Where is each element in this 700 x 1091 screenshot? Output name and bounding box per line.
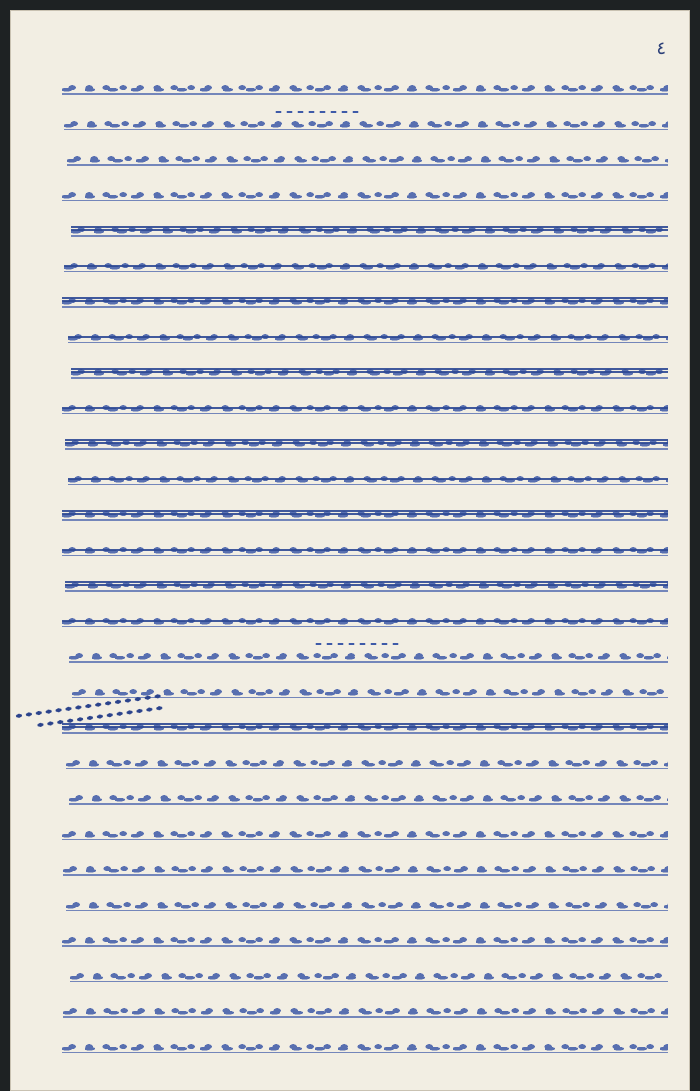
script-baseline bbox=[67, 164, 668, 166]
handwritten-line bbox=[68, 463, 668, 499]
script-baseline bbox=[62, 1052, 668, 1054]
handwritten-line bbox=[71, 356, 668, 392]
script-baseline bbox=[63, 1016, 668, 1018]
handwritten-line bbox=[66, 889, 668, 925]
strikethrough bbox=[71, 229, 668, 231]
handwritten-line bbox=[62, 179, 668, 215]
script-baseline bbox=[62, 413, 668, 415]
strikethrough bbox=[62, 723, 668, 725]
strikethrough bbox=[64, 265, 668, 267]
handwritten-line bbox=[66, 747, 668, 783]
page-number: ٤ bbox=[656, 38, 666, 59]
script-baseline bbox=[62, 839, 668, 841]
strikethrough bbox=[71, 226, 668, 228]
handwritten-line bbox=[69, 640, 668, 676]
handwritten-line bbox=[62, 818, 668, 854]
script-baseline bbox=[62, 555, 668, 557]
script-baseline bbox=[62, 200, 668, 202]
handwritten-line bbox=[68, 321, 668, 357]
handwritten-line bbox=[62, 392, 668, 428]
handwritten-line bbox=[69, 782, 668, 818]
script-baseline bbox=[62, 945, 668, 947]
handwritten-line bbox=[62, 1031, 668, 1067]
handwritten-line bbox=[70, 960, 668, 996]
strikethrough bbox=[65, 439, 668, 441]
interlinear-insertion bbox=[313, 640, 403, 651]
script-baseline bbox=[71, 235, 668, 237]
script-baseline bbox=[62, 732, 668, 734]
script-baseline bbox=[66, 768, 668, 770]
script-baseline bbox=[68, 342, 668, 344]
script-baseline bbox=[69, 661, 668, 663]
strikethrough bbox=[71, 371, 668, 373]
handwritten-line bbox=[67, 143, 668, 179]
script-baseline bbox=[62, 306, 668, 308]
handwritten-line bbox=[62, 605, 668, 641]
script-baseline bbox=[70, 981, 668, 983]
handwritten-line bbox=[64, 250, 668, 286]
script-baseline bbox=[71, 377, 668, 379]
script-baseline bbox=[66, 910, 668, 912]
script-baseline bbox=[64, 129, 668, 131]
strikethrough bbox=[62, 300, 668, 302]
handwritten-line bbox=[62, 534, 668, 570]
script-baseline bbox=[68, 484, 668, 486]
handwritten-line bbox=[65, 427, 668, 463]
handwritten-line bbox=[63, 853, 668, 889]
script-baseline bbox=[69, 803, 668, 805]
strikethrough bbox=[71, 368, 668, 370]
script-baseline bbox=[65, 448, 668, 450]
handwritten-line bbox=[62, 924, 668, 960]
strikethrough bbox=[68, 336, 668, 338]
strikethrough bbox=[68, 478, 668, 480]
script-baseline bbox=[62, 93, 668, 95]
interlinear-insertion bbox=[273, 108, 363, 119]
strikethrough bbox=[65, 581, 668, 583]
strikethrough bbox=[62, 297, 668, 299]
manuscript-page bbox=[10, 10, 690, 1091]
script-baseline bbox=[65, 590, 668, 592]
handwritten-line bbox=[63, 995, 668, 1031]
script-baseline bbox=[63, 874, 668, 876]
handwritten-line bbox=[64, 108, 668, 144]
handwritten-line bbox=[62, 72, 668, 108]
strikethrough bbox=[62, 407, 668, 409]
strikethrough bbox=[62, 620, 668, 622]
strikethrough bbox=[62, 510, 668, 512]
handwritten-line bbox=[62, 285, 668, 321]
handwritten-line bbox=[71, 214, 668, 250]
script-baseline bbox=[62, 626, 668, 628]
strikethrough bbox=[65, 584, 668, 586]
handwritten-line bbox=[62, 498, 668, 534]
strikethrough bbox=[65, 442, 668, 444]
strikethrough bbox=[62, 513, 668, 515]
strikethrough bbox=[62, 726, 668, 728]
script-baseline bbox=[62, 519, 668, 521]
handwritten-line bbox=[65, 569, 668, 605]
script-baseline bbox=[64, 271, 668, 273]
strikethrough bbox=[62, 549, 668, 551]
